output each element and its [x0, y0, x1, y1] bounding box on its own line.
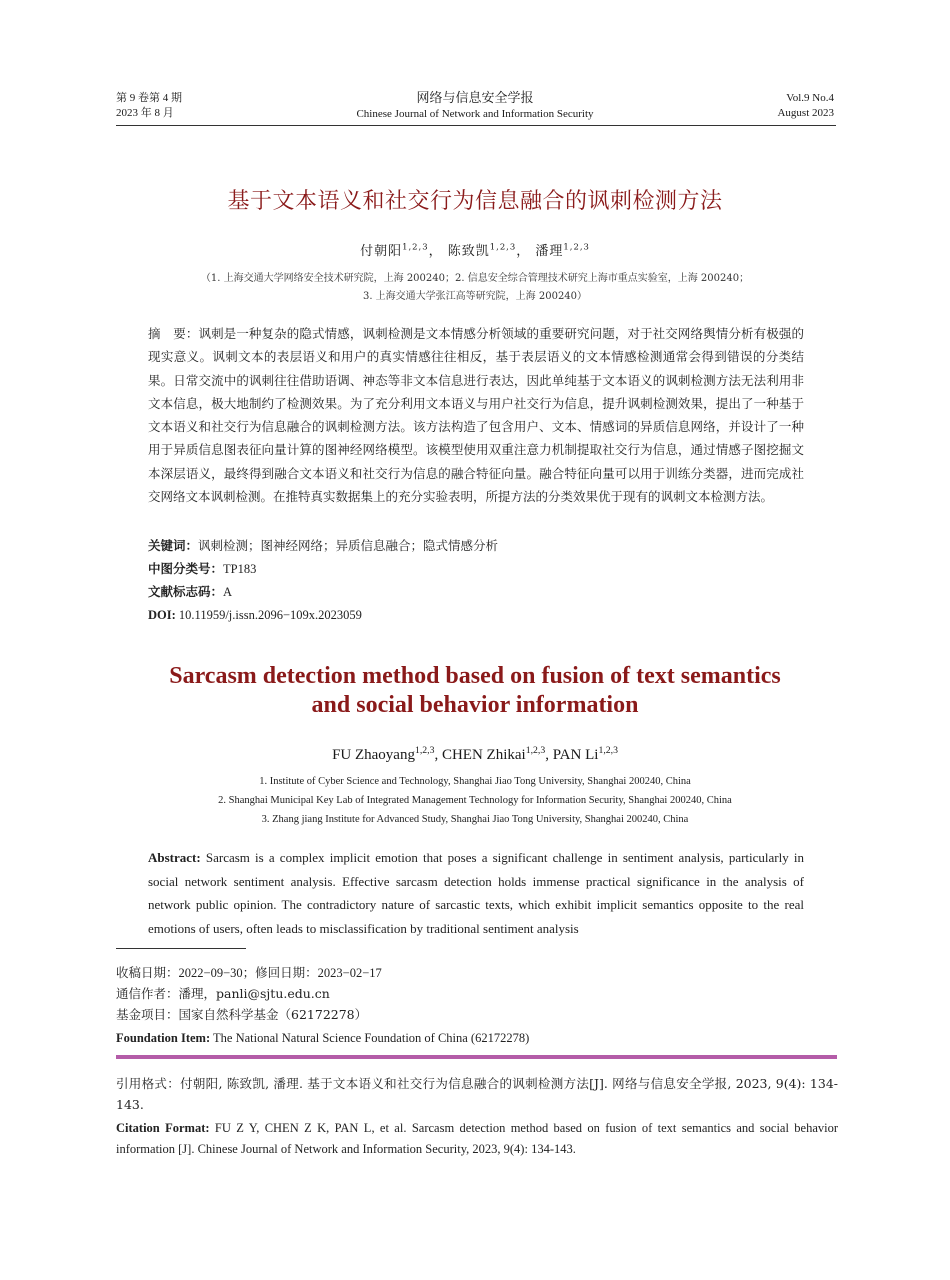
paper-title-en-line2: and social behavior information: [311, 692, 639, 718]
doi-value[interactable]: 10.11959/j.issn.2096−109x.2023059: [178, 608, 362, 622]
author-list-en: [0, 747, 950, 764]
header-vol-no: Vol.9 No.4: [786, 92, 834, 104]
citation-cn-text: 付朝阳, 陈致凯, 潘理. 基于文本语义和社交行为信息融合的讽刺检测方法[J]. 网络与信息安全学报, 2023, 9(4): 134-143.: [116, 1076, 838, 1112]
fund-item: [116, 1005, 836, 1025]
abstract-en-text: Sarcasm is a complex implicit emotion that poses a significant challenge in sentiment analysis, particularly in social network sentiment analysis. Effective sarcasm detection holds immense practical significance in the analysis of network public opinion. The contradictory nature of sarcastic texts, which exhibit implicit semantics opposite to the real emotions of users, often leads to misclassification by traditional sentiment analysis: [148, 850, 804, 936]
author-cn: 潘理$^{1,2,3}$: [535, 241, 590, 259]
citation-cn: [116, 1073, 838, 1115]
journal-name-en: Chinese Journal of Network and Information Security: [356, 108, 594, 120]
header-rule: [116, 125, 836, 126]
author-en: PAN Li$^{1,2,3}$: [552, 745, 618, 763]
paper-title-cn: 基于文本语义和社交行为信息融合的讽刺检测方法: [227, 189, 723, 214]
citation-en-text: FU Z Y, CHEN Z K, PAN L, et al. Sarcasm detection method based on fusion of text semantics and social behavior information [J]. Chinese Journal of Network and Information Security, 2023, 9(4): 134-143.: [116, 1121, 839, 1156]
fund-value: 国家自然科学基金（62172278）: [178, 1007, 368, 1022]
doi-label: DOI:: [148, 608, 176, 622]
footnote-rule: [116, 948, 246, 949]
journal-name-cn: 网络与信息安全学报: [416, 91, 534, 106]
affiliation-en-2: 2. Shanghai Municipal Key Lab of Integrated Management Technology for Information Security, Shanghai 200240, China: [218, 795, 732, 806]
author-en: FU Zhaoyang$^{1,2,3}$,: [332, 745, 442, 763]
paper-title-en: [0, 662, 950, 720]
document-code: [148, 580, 804, 604]
corresponding-label: 通信作者：: [116, 986, 179, 1001]
header-date-cn: 2023 年 8 月: [116, 107, 174, 119]
author-cn: 陈致凯$^{1,2,3}$，: [447, 241, 531, 259]
header-volume: 第 9 卷第 4 期: [116, 92, 182, 104]
affiliation-cn-line2: 3. 上海交通大学张江高等研究院，上海 200240）: [362, 291, 588, 302]
clc-value: TP183: [223, 562, 257, 576]
author-cn: 付朝阳$^{1,2,3}$，: [360, 241, 443, 259]
abstract-cn-label: 摘 要：: [148, 326, 199, 341]
foundation-value: The National Natural Science Foundation of China (62172278): [213, 1031, 530, 1045]
keywords-label: 关键词：: [148, 538, 199, 553]
affiliation-en-1: 1. Institute of Cyber Science and Technology, Shanghai Jiao Tong University, Shanghai 200240, China: [259, 776, 691, 787]
clc-label: 中图分类号：: [148, 561, 224, 576]
header-date-en: August 2023: [777, 107, 834, 119]
author-list-cn: [0, 240, 950, 259]
doi-line: [148, 604, 804, 627]
header-vol-en: [777, 91, 834, 121]
abstract-en: [148, 846, 804, 940]
affiliation-cn-line1: （1. 上海交通大学网络安全技术研究院，上海 200240；2. 信息安全综合管理技术研究上海市重点实验室，上海 200240；: [200, 273, 750, 284]
corresponding-author: [116, 984, 836, 1004]
revised-date: 2023−02−17: [317, 966, 382, 980]
paper-title-en-line1: Sarcasm detection method based on fusion of text semantics: [169, 663, 781, 689]
citation-en-label: Citation Format:: [116, 1121, 210, 1135]
foundation-item: [116, 1028, 836, 1048]
doccode-value: A: [223, 585, 233, 599]
citation-en: [116, 1118, 838, 1160]
author-en: CHEN Zhikai$^{1,2,3}$,: [441, 745, 553, 763]
citation-cn-label: 引用格式：: [116, 1076, 181, 1091]
foundation-label: Foundation Item:: [116, 1031, 211, 1045]
doccode-label: 文献标志码：: [148, 584, 224, 599]
keywords-text: 讽刺检测；图神经网络；异质信息融合；隐式情感分析: [198, 538, 499, 553]
keywords-cn: [148, 534, 804, 557]
fund-label: 基金项目：: [116, 1007, 179, 1022]
received-label: 收稿日期：: [116, 965, 179, 980]
corresponding-value: 潘理，panli@sjtu.edu.cn: [178, 986, 330, 1001]
received-date: 2022−09−30；: [178, 966, 256, 980]
abstract-cn-text: 讽刺是一种复杂的隐式情感，讽刺检测是文本情感分析领域的重要研究问题，对于社交网络舆情分析有极强的现实意义。讽刺文本的表层语义和用户的真实情感往往相反，基于表层语义的文本情感检测通常会得到错误的分类结果。日常交流中的讽刺往往借助语调、神态等非文本信息进行表达，因此单纯基于文本语义的讽刺检测方法无法利用非文本信息，极大地制约了检测效果。为了充分利用文本语义与用户社交行为信息，提升讽刺检测效果，提出了一种基于文本语义和社交行为信息融合的讽刺检测方法。该方法构造了包含用户、文本、情感词的异质信息网络，并设计了一种用于异质信息图表征向量计算的图神经网络模型。该模型使用双重注意力机制提取社交行为信息，通过情感子图挖掘文本深层语义，最终得到融合文本语义和社交行为信息的融合特征向量。融合特征向量可以用于训练分类器，进而完成社交网络文本讽刺检测。在推特真实数据集上的充分实验表明，所提方法的分类效果优于现有的讽刺文本检测方法。: [148, 326, 804, 505]
affiliation-en-3: 3. Zhang jiang Institute for Advanced Study, Shanghai Jiao Tong University, Shanghai 200240, China: [261, 814, 689, 825]
revised-label: 修回日期：: [255, 965, 318, 980]
clc-number: [148, 557, 804, 581]
abstract-en-label: Abstract:: [148, 850, 201, 865]
abstract-cn: [148, 322, 804, 508]
accent-divider: [116, 1055, 837, 1059]
received-dates: [116, 963, 836, 983]
